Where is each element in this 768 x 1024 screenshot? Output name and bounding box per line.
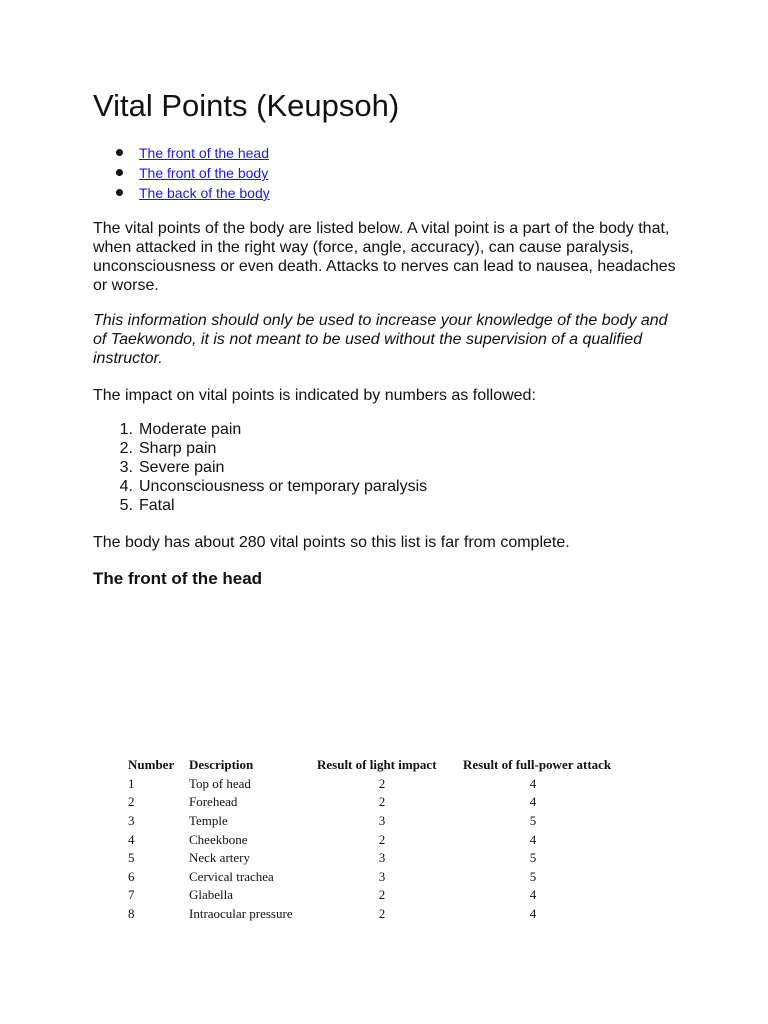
impact-level-label: Severe pain xyxy=(139,459,225,476)
table-row xyxy=(126,905,645,924)
toc-link-back-of-body[interactable]: The back of the body xyxy=(139,185,270,201)
table-row xyxy=(126,868,645,887)
cell-light-impact: 2 xyxy=(378,775,386,791)
list-number: 4. xyxy=(119,478,133,495)
cell-description: Neck artery xyxy=(189,850,250,866)
list-item xyxy=(93,439,427,458)
cell-light-impact: 2 xyxy=(378,794,386,810)
cell-number: 7 xyxy=(128,887,135,903)
cell-number: 6 xyxy=(128,868,135,884)
table-row xyxy=(126,886,645,905)
cell-description: Cervical trachea xyxy=(189,868,274,884)
table-row xyxy=(126,849,645,868)
list-number: 1. xyxy=(119,421,133,438)
impact-level-label: Sharp pain xyxy=(139,440,217,457)
cell-number: 8 xyxy=(128,906,135,922)
impact-level-label: Moderate pain xyxy=(139,421,242,438)
table-row xyxy=(126,830,645,849)
cell-light-impact: 3 xyxy=(378,850,386,866)
list-item xyxy=(93,458,427,477)
impact-intro-paragraph: The impact on vital points is indicated by numbers as followed: xyxy=(93,387,536,404)
column-header-full-power: Result of full-power attack xyxy=(463,757,612,773)
cell-full-power: 5 xyxy=(529,813,537,829)
list-item xyxy=(93,477,427,496)
table-row xyxy=(126,793,645,812)
bullet-icon xyxy=(116,189,123,196)
table-row xyxy=(126,775,645,794)
page-title: Vital Points (Keupsoh) xyxy=(93,88,400,123)
toc-link-front-of-body[interactable]: The front of the body xyxy=(139,165,269,181)
impact-levels-list xyxy=(93,420,427,515)
vital-points-table xyxy=(126,756,645,923)
column-header-number: Number xyxy=(128,757,175,773)
list-number: 3. xyxy=(119,459,133,476)
toc-item xyxy=(93,163,270,183)
cell-full-power: 4 xyxy=(529,831,537,847)
cell-full-power: 4 xyxy=(529,906,537,922)
toc-item xyxy=(93,143,270,163)
cell-number: 5 xyxy=(128,850,135,866)
list-number: 5. xyxy=(119,497,133,514)
column-header-light-impact: Result of light impact xyxy=(317,757,437,773)
cell-light-impact: 2 xyxy=(378,906,386,922)
table-of-contents xyxy=(93,143,270,203)
toc-item xyxy=(93,183,270,203)
cell-light-impact: 2 xyxy=(378,887,386,903)
list-number: 2. xyxy=(119,440,133,457)
cell-light-impact: 3 xyxy=(378,813,386,829)
cell-description: Top of head xyxy=(189,775,251,791)
table-row xyxy=(126,812,645,831)
cell-full-power: 4 xyxy=(529,887,537,903)
impact-level-label: Unconsciousness or temporary paralysis xyxy=(139,478,428,495)
list-item xyxy=(93,420,427,439)
intro-paragraph: The vital points of the body are listed below. A vital point is a part of the body that, when attacked in the right way (force, angle, accuracy), can cause paralysis, unconsciousness or even death. Attacks to nerves can lead to nausea, headaches or worse. xyxy=(93,220,676,294)
cell-full-power: 5 xyxy=(529,868,537,884)
cell-description: Intraocular pressure xyxy=(189,906,293,922)
cell-number: 4 xyxy=(128,831,135,847)
cell-full-power: 4 xyxy=(529,794,537,810)
count-note-paragraph: The body has about 280 vital points so this list is far from complete. xyxy=(93,534,570,551)
toc-link-front-of-head[interactable]: The front of the head xyxy=(139,145,269,161)
cell-number: 2 xyxy=(128,794,135,810)
section-heading-front-of-head: The front of the head xyxy=(93,569,263,588)
cell-description: Forehead xyxy=(189,794,238,810)
disclaimer-paragraph: This information should only be used to increase your knowledge of the body and of Taekwondo, it is not meant to be used without the supervision of a qualified instructor. xyxy=(93,312,668,367)
list-item xyxy=(93,496,427,515)
cell-light-impact: 3 xyxy=(378,868,386,884)
cell-number: 1 xyxy=(128,775,135,791)
table-header-row xyxy=(126,756,645,775)
bullet-icon xyxy=(116,149,123,156)
impact-level-label: Fatal xyxy=(139,497,175,514)
cell-description: Temple xyxy=(189,813,228,829)
cell-full-power: 5 xyxy=(529,850,537,866)
cell-number: 3 xyxy=(128,813,135,829)
cell-light-impact: 2 xyxy=(378,831,386,847)
bullet-icon xyxy=(116,169,123,176)
cell-full-power: 4 xyxy=(529,775,537,791)
cell-description: Cheekbone xyxy=(189,831,248,847)
column-header-description: Description xyxy=(189,757,254,773)
cell-description: Glabella xyxy=(189,887,234,903)
